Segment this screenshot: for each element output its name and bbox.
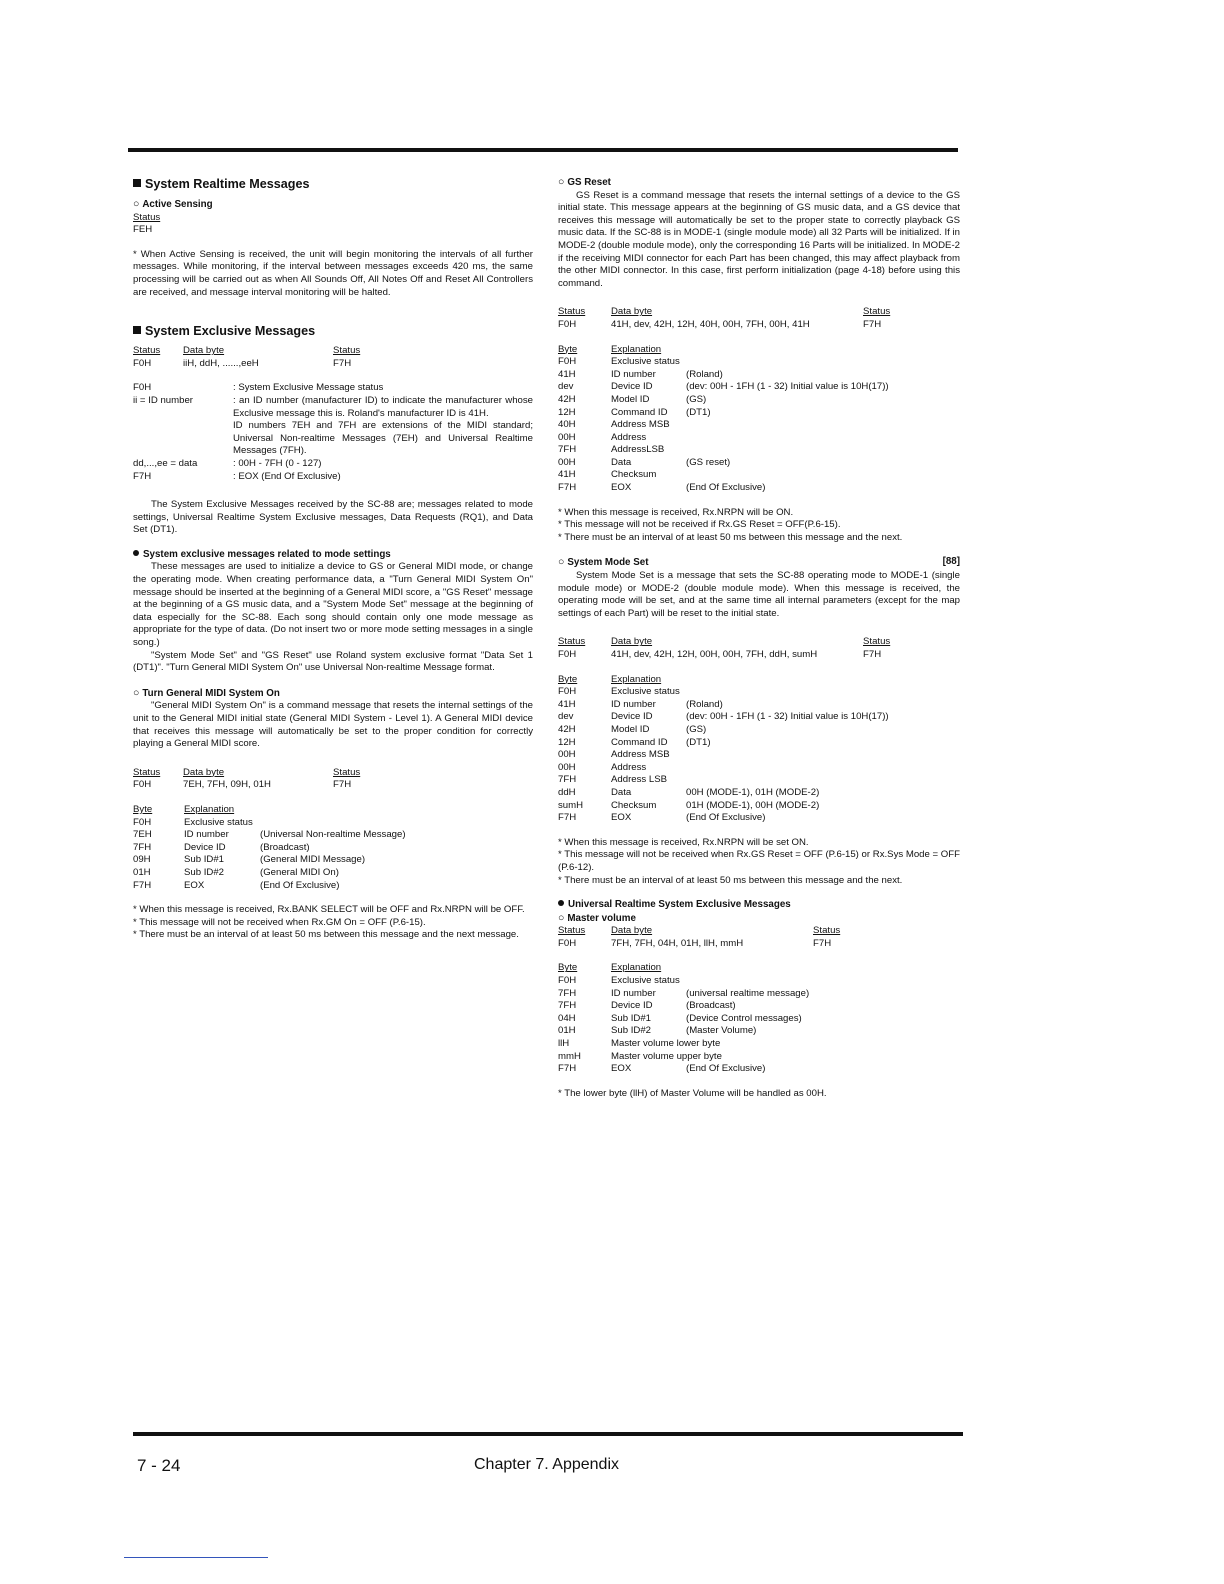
sysmode-paragraph: System Mode Set is a message that sets the SC-88 operating mode to MODE-1 (single module mode) or MODE-2 (double module mode). When this message is received, the operating mode will be set, and at the same time all internal parameters (except for the map settings of each Part) will be reset to the initial state. [558, 570, 960, 619]
table-row: F7H EOX (End Of Exclusive) [558, 812, 766, 824]
circle-bullet-icon: ○ [133, 686, 140, 699]
definition-row: F7H : EOX (End Of Exclusive) [133, 470, 341, 482]
heading-system-realtime: System Realtime Messages [133, 176, 533, 192]
table-row: 04H Sub ID#1 (Device Control messages) [558, 1012, 802, 1024]
heading-universal-realtime: Universal Realtime System Exclusive Messages [558, 899, 960, 912]
heading-system-exclusive: System Exclusive Messages [133, 323, 533, 339]
table-row: F0H Exclusive status [558, 356, 680, 368]
master-volume-note: * The lower byte (llH) of Master Volume will be handled as 00H. [558, 1087, 827, 1099]
model-tag: [88] [942, 556, 960, 568]
table-row: F7H EOX (End Of Exclusive) [558, 482, 766, 494]
right-column [558, 176, 960, 1100]
table-row: 01H Sub ID#2 (Master Volume) [558, 1025, 757, 1037]
sysmode-format-table: Status Data byte Status F0H 41H, dev, 42H, 12H, 00H, 00H, 7FH, ddH, sumH F7H [558, 636, 891, 660]
table-row: F0H Exclusive status [558, 975, 680, 987]
table-row: F0H Exclusive status [133, 816, 253, 828]
table-row: 7EH ID number (Universal Non-realtime Message) [133, 829, 406, 841]
table-row: dev Device ID (dev: 00H - 1FH (1 - 32) Initial value is 10H(17)) [558, 711, 889, 723]
table-row: mmH Master volume upper byte [558, 1050, 722, 1062]
table-row: 7FH Device ID (Broadcast) [133, 841, 310, 853]
table-row: 7FH Address LSB [558, 774, 667, 786]
heading-turn-gm-on: ○ Turn General MIDI System On [133, 686, 280, 699]
gs-byte-table: Byte Explanation F0H Exclusive status 41H ID number (Roland) dev Device ID (dev: 00H - 1FH (1 - 32) Initial value is 10H(17)) 42H Model ID (GS) 12H Command ID (DT1) 40H Address MSB 00H Address 7FH AddressLSB 00H Data (GS reset) 41H Checksum F7H EOX (End Of Exclusive) [558, 343, 889, 494]
table-row: 00H Address [558, 431, 647, 443]
bullet-dot-icon [558, 900, 564, 906]
mode-paragraph-1: These messages are used to initialize a device to GS or General MIDI mode, or change the operating mode. When creating performance data, a "Turn General MIDI System On" message should be inserted at the beginning of a General MIDI score, a "GS Reset" message at the beginning of a GS music data, and a "System Mode Set" message at the beginning of data especially for the SC-88. Each song should contain only one mode message as appropriate for the type of data. (Do not insert two or more mode setting messages in a single song.) [133, 561, 533, 649]
status-value: FEH [133, 224, 153, 236]
table-row: 41H ID number (Roland) [558, 368, 723, 380]
table-row: 41H Checksum [558, 469, 657, 481]
definition-row: ii = ID number : an ID number (manufacturer ID) to indicate the manufacturer whose Exclusive message this is. Roland's manufacturer ID is 41H. ID numbers 7EH and 7FH are extensions of the MIDI standard; Universal Non-realtime Messages (7EH) and Universal Realtime Messages (7FH). [133, 394, 533, 457]
left-column [133, 176, 533, 942]
table-row: F0H Exclusive status [558, 686, 680, 698]
sysmode-note: * When this message is received, Rx.NRPN will be set ON. [558, 836, 809, 848]
chapter-title: Chapter 7. Appendix [474, 1456, 619, 1473]
gm-note: * When this message is received, Rx.BANK SELECT will be OFF and Rx.NRPN will be OFF. [133, 904, 525, 916]
heading-active-sensing: ○ Active Sensing [133, 198, 213, 210]
table-row: 12H Command ID (DT1) [558, 736, 711, 748]
gm-paragraph: "General MIDI System On" is a command message that resets the internal settings of the unit to the General MIDI initial state (General MIDI System - Level 1). A General MIDI device that receives this message will automatically be set to the proper condition for correctly playing a General MIDI score. [133, 700, 533, 750]
table-row: 01H Sub ID#2 (General MIDI On) [133, 866, 339, 878]
gs-note: * There must be an interval of at least 50 ms between this message and the next. [558, 531, 903, 543]
table-row: 00H Address [558, 761, 647, 773]
bottom-rule [133, 1432, 963, 1436]
definition-row: dd,...,ee = data : 00H - 7FH (0 - 127) [133, 457, 322, 469]
table-row: dev Device ID (dev: 00H - 1FH (1 - 32) Initial value is 10H(17)) [558, 381, 889, 393]
heading-gs-reset: ○ GS Reset [558, 176, 611, 188]
table-row: ddH Data 00H (MODE-1), 01H (MODE-2) [558, 786, 820, 798]
exclusive-definitions [133, 382, 533, 483]
circle-bullet-icon: ○ [558, 556, 565, 569]
circle-bullet-icon: ○ [558, 911, 565, 924]
table-row: 42H Model ID (GS) [558, 723, 707, 735]
sysmode-note: * There must be an interval of at least 50 ms between this message and the next. [558, 874, 903, 886]
gs-note: * When this message is received, Rx.NRPN will be ON. [558, 506, 794, 518]
exclusive-format-table: Status Data byte Status F0H iiH, ddH, ......,eeH F7H [133, 345, 361, 369]
circle-bullet-icon: ○ [133, 198, 140, 210]
table-row: 7FH ID number (universal realtime message) [558, 987, 810, 999]
table-row: llH Master volume lower byte [558, 1038, 721, 1050]
status-header: Status [133, 211, 161, 223]
exclusive-paragraph: The System Exclusive Messages received by the SC-88 are; messages related to mode settings, Universal Realtime System Exclusive messages, Data Requests (RQ1), and Data Set (DT1). [133, 499, 533, 536]
table-row: F7H EOX (End Of Exclusive) [133, 879, 340, 891]
table-row: 00H Address MSB [558, 749, 670, 761]
square-bullet-icon [133, 179, 141, 187]
gm-note: * There must be an interval of at least 50 ms between this message and the next message. [133, 929, 519, 941]
gm-byte-table: Byte Explanation F0H Exclusive status 7EH ID number (Universal Non-realtime Message) 7FH Device ID (Broadcast) 09H Sub ID#1 (General MIDI Message) 01H Sub ID#2 (General MIDI On) F7H EOX (End Of Exclusive) [133, 803, 406, 891]
active-sensing-note: * When Active Sensing is received, the unit will begin monitoring the intervals of all further messages. While monitoring, if the interval between messages exceeds 420 ms, the same processing will be carried out as when All Sounds Off, All Notes Off and Reset All Controllers are received, and message interval monitoring will be halted. [133, 248, 533, 298]
gs-note: * This message will not be received if Rx.GS Reset = OFF(P.6-15). [558, 519, 841, 531]
gs-paragraph: GS Reset is a command message that resets the internal settings of a device to the GS initial state. This message appears at the beginning of GS music data, and a GS device that receives this message will automatically be set to the proper state to correctly playback GS music data. If the SC-88 is in MODE-1 (single module mode) all 32 Parts will be initialized. If in MODE-2 (double module mode), only the corresponding 16 Parts will be initialized. In MODE-2 if the receiving MIDI connector for each Part has been changed, this may affect playback from the other MIDI connector. In this case, first perform initialization (page 4-18) before using this command. [558, 189, 960, 289]
circle-bullet-icon: ○ [558, 176, 565, 188]
master-volume-byte-table: Byte Explanation F0H Exclusive status 7FH ID number (universal realtime message) 7FH Device ID (Broadcast) 04H Sub ID#1 (Device Control messages) 01H Sub ID#2 (Master Volume) llH Master volume lower byte mmH Master volume upper byte F7H EOX (End Of Exclusive) [558, 962, 810, 1075]
table-row: 7FH Device ID (Broadcast) [558, 1000, 736, 1012]
table-row: 42H Model ID (GS) [558, 393, 707, 405]
master-volume-format-table: Status Data byte Status F0H 7FH, 7FH, 04H, 01H, llH, mmH F7H [558, 925, 841, 949]
gm-note: * This message will not be received when Rx.GM On = OFF (P.6-15). [133, 916, 426, 928]
heading-mode-settings: System exclusive messages related to mode settings [133, 549, 533, 562]
table-row: 7FH AddressLSB [558, 444, 665, 456]
table-row: 09H Sub ID#1 (General MIDI Message) [133, 854, 366, 866]
footnote-separator [124, 1557, 268, 1558]
bullet-dot-icon [133, 550, 139, 556]
table-row: F7H EOX (End Of Exclusive) [558, 1063, 766, 1075]
heading-system-mode-set: ○ System Mode Set [88] [558, 556, 960, 569]
mode-paragraph-2: "System Mode Set" and "GS Reset" use Roland system exclusive format "Data Set 1 (DT1)". "Turn General MIDI System On" use Universal Non-realtime Message format. [133, 649, 533, 674]
page-number: 7 - 24 [137, 1456, 181, 1475]
sysmode-note: * This message will not be received when Rx.GS Reset = OFF (P.6-15) or Rx.Sys Mode = OFF (P.6-12). [558, 849, 960, 873]
gm-format-table: Status Data byte Status F0H 7EH, 7FH, 09H, 01H F7H [133, 766, 361, 791]
definition-row: F0H : System Exclusive Message status [133, 382, 384, 394]
table-row: 40H Address MSB [558, 419, 670, 431]
square-bullet-icon [133, 326, 141, 334]
sysmode-byte-table: Byte Explanation F0H Exclusive status 41H ID number (Roland) dev Device ID (dev: 00H - 1FH (1 - 32) Initial value is 10H(17)) 42H Model ID (GS) 12H Command ID (DT1) 00H Address MSB 00H Address 7FH Address LSB ddH Data 00H (MODE-1), 01H (MODE-2) sumH Checksum 01H (MODE-1), 00H (MODE-2) F7H EOX (End Of Exclusive) [558, 673, 889, 824]
table-row: sumH Checksum 01H (MODE-1), 00H (MODE-2) [558, 799, 820, 811]
heading-master-volume: ○ Master volume [558, 911, 636, 924]
top-rule [128, 148, 958, 152]
gs-format-table: Status Data byte Status F0H 41H, dev, 42H, 12H, 40H, 00H, 7FH, 00H, 41H F7H [558, 306, 891, 330]
table-row: 00H Data (GS reset) [558, 456, 731, 468]
table-row: 41H ID number (Roland) [558, 698, 723, 710]
table-row: 12H Command ID (DT1) [558, 406, 711, 418]
